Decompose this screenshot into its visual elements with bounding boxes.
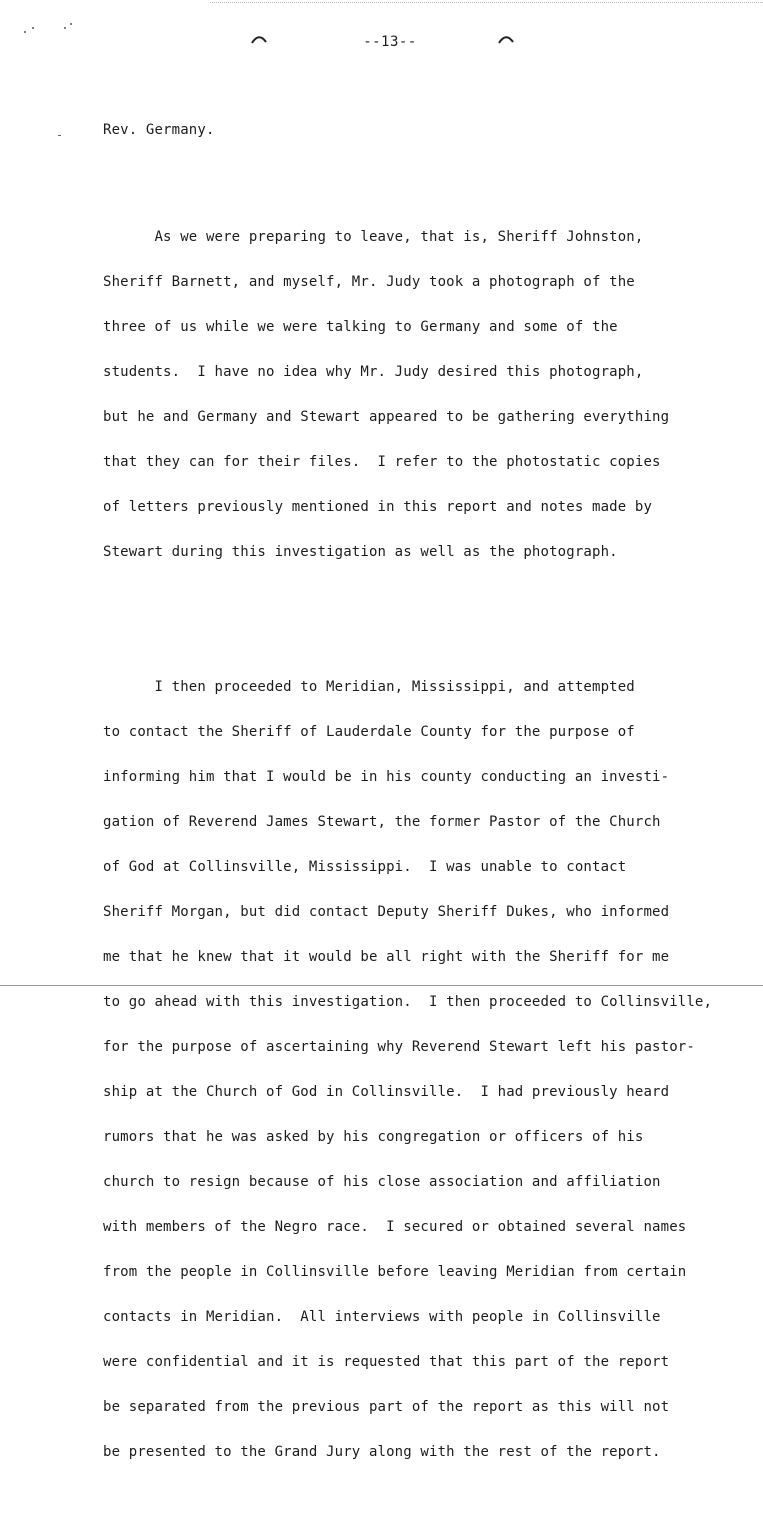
text-line: informing him that I would be in his county conducting an investi- bbox=[103, 769, 670, 785]
text-line: with members of the Negro race. I secured or obtained several names bbox=[103, 1219, 687, 1235]
scan-speck bbox=[32, 27, 34, 29]
text-line: gation of Reverend James Stewart, the former Pastor of the Church bbox=[103, 814, 661, 830]
top-edge-dots bbox=[210, 2, 763, 3]
paragraph-photograph bbox=[103, 200, 712, 590]
text-line: that they can for their files. I refer to the photostatic copies bbox=[103, 454, 661, 470]
scan-speck bbox=[70, 23, 72, 25]
text-line: were confidential and it is requested that this part of the report bbox=[103, 1354, 670, 1370]
text-line: be separated from the previous part of the report as this will not bbox=[103, 1399, 670, 1415]
salutation: Rev. Germany. bbox=[103, 122, 215, 138]
text-line: I then proceeded to Meridian, Mississippi, and attempted bbox=[103, 679, 635, 695]
text-line: rumors that he was asked by his congregation or officers of his bbox=[103, 1129, 644, 1145]
text-line: As we were preparing to leave, that is, Sheriff Johnston, bbox=[103, 229, 644, 245]
scan-speck bbox=[58, 135, 61, 136]
text-line: ship at the Church of God in Collinsville. I had previously heard bbox=[103, 1084, 670, 1100]
text-line: church to resign because of his close association and affiliation bbox=[103, 1174, 661, 1190]
bottom-edge-line bbox=[0, 985, 763, 986]
text-line: to contact the Sheriff of Lauderdale County for the purpose of bbox=[103, 724, 635, 740]
paragraph-meridian bbox=[103, 650, 712, 1490]
punch-hole-mark-right bbox=[498, 34, 514, 44]
text-line: to go ahead with this investigation. I then proceeded to Collinsville, bbox=[103, 994, 713, 1010]
text-line: me that he knew that it would be all right with the Sheriff for me bbox=[103, 949, 670, 965]
text-line: of letters previously mentioned in this report and notes made by bbox=[103, 499, 653, 515]
text-line: Sheriff Morgan, but did contact Deputy Sheriff Dukes, who informed bbox=[103, 904, 670, 920]
text-line: students. I have no idea why Mr. Judy desired this photograph, bbox=[103, 364, 644, 380]
text-line: for the purpose of ascertaining why Reverend Stewart left his pastor- bbox=[103, 1039, 695, 1055]
scan-speck bbox=[64, 27, 66, 29]
page-number: --13-- bbox=[363, 34, 417, 50]
punch-hole-mark-left bbox=[251, 34, 267, 44]
text-line: of God at Collinsville, Mississippi. I was unable to contact bbox=[103, 859, 627, 875]
text-line: but he and Germany and Stewart appeared to be gathering everything bbox=[103, 409, 670, 425]
text-line: from the people in Collinsville before leaving Meridian from certain bbox=[103, 1264, 687, 1280]
scan-speck bbox=[24, 31, 26, 33]
text-line: three of us while we were talking to Germany and some of the bbox=[103, 319, 618, 335]
text-line: Sheriff Barnett, and myself, Mr. Judy took a photograph of the bbox=[103, 274, 635, 290]
text-line: be presented to the Grand Jury along with the rest of the report. bbox=[103, 1444, 661, 1460]
text-line: contacts in Meridian. All interviews with people in Collinsville bbox=[103, 1309, 661, 1325]
letter-body bbox=[103, 93, 712, 1535]
text-line: Stewart during this investigation as well as the photograph. bbox=[103, 544, 618, 560]
